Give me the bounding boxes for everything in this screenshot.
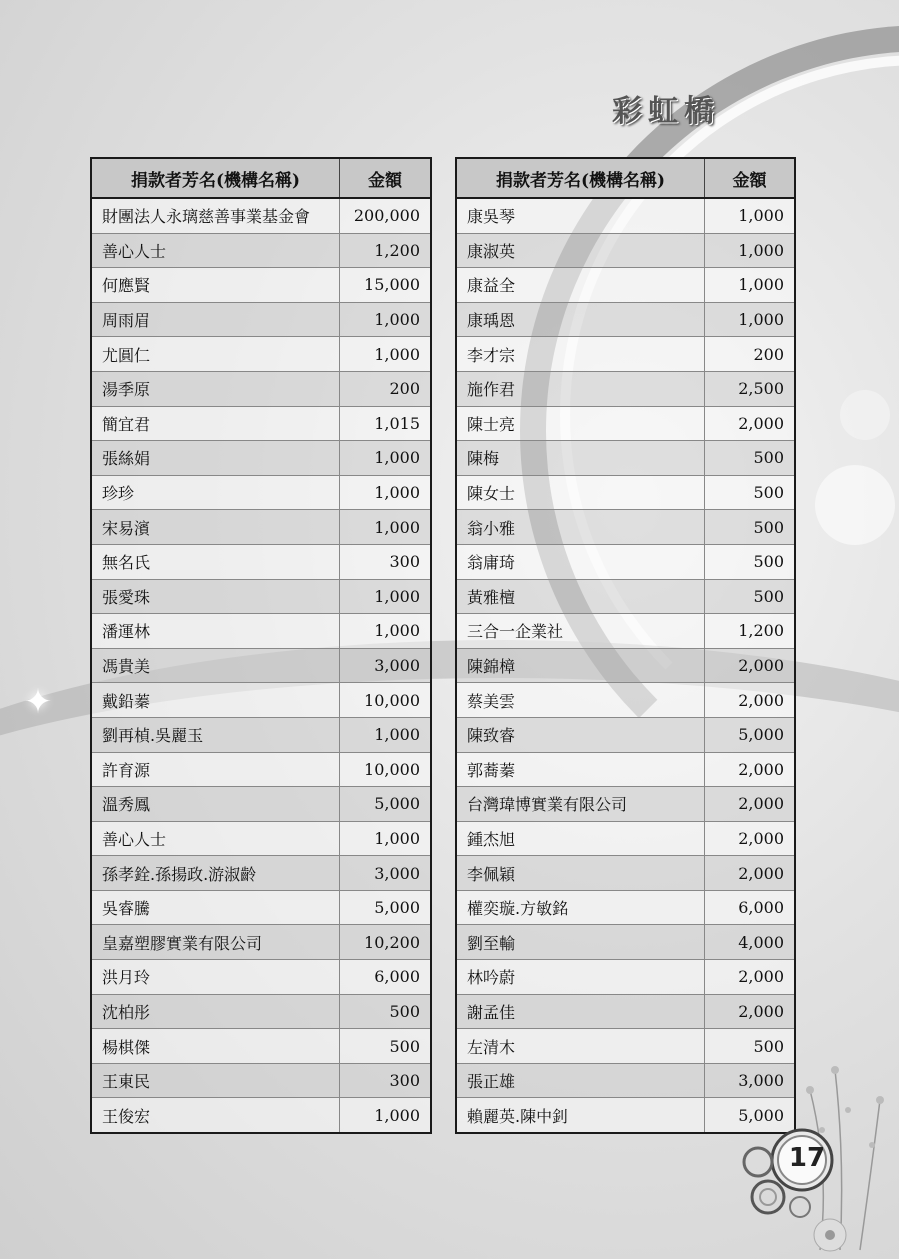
sparkle-icon: ✦ bbox=[23, 682, 53, 722]
donor-name-cell: 皇嘉塑膠實業有限公司 bbox=[91, 925, 340, 960]
table-row bbox=[456, 1063, 795, 1098]
donor-name-cell: 權奕璇.方敏銘 bbox=[456, 890, 705, 925]
table-row bbox=[456, 198, 795, 233]
donation-amount-cell: 500 bbox=[705, 579, 796, 614]
donation-amount-cell: 1,000 bbox=[340, 510, 432, 545]
table-row bbox=[91, 475, 431, 510]
table-row bbox=[91, 821, 431, 856]
donation-amount-cell: 5,000 bbox=[340, 890, 432, 925]
donor-name-cell: 林吟蔚 bbox=[456, 960, 705, 995]
donor-name-cell: 洪月玲 bbox=[91, 960, 340, 995]
donor-name-cell: 張正雄 bbox=[456, 1063, 705, 1098]
donation-amount-cell: 200,000 bbox=[340, 198, 432, 233]
donor-name-cell: 湯季原 bbox=[91, 371, 340, 406]
donation-amount-cell: 1,000 bbox=[705, 302, 796, 337]
donation-amount-cell: 10,000 bbox=[340, 752, 432, 787]
table-row bbox=[91, 614, 431, 649]
donor-name-cell: 陳女士 bbox=[456, 475, 705, 510]
donor-name-cell: 宋易濱 bbox=[91, 510, 340, 545]
table-row bbox=[456, 890, 795, 925]
donor-name-cell: 台灣瑋博實業有限公司 bbox=[456, 787, 705, 822]
donation-amount-cell: 1,000 bbox=[705, 233, 796, 268]
donor-name-cell: 張絲娟 bbox=[91, 441, 340, 476]
donation-amount-cell: 2,000 bbox=[705, 821, 796, 856]
donor-name-cell: 馮貴美 bbox=[91, 648, 340, 683]
donor-name-cell: 許育源 bbox=[91, 752, 340, 787]
column-header-amount: 金額 bbox=[705, 158, 796, 198]
donation-amount-cell: 1,200 bbox=[705, 614, 796, 649]
donation-amount-cell: 200 bbox=[705, 337, 796, 372]
donation-amount-cell: 1,200 bbox=[340, 233, 432, 268]
table-row bbox=[456, 510, 795, 545]
table-row bbox=[456, 544, 795, 579]
table-row bbox=[91, 544, 431, 579]
donation-amount-cell: 300 bbox=[340, 1063, 432, 1098]
table-row bbox=[91, 441, 431, 476]
table-row bbox=[91, 683, 431, 718]
bubble-decoration bbox=[815, 465, 895, 545]
donation-amount-cell: 1,000 bbox=[340, 441, 432, 476]
magazine-section-title: 彩虹橋 bbox=[612, 94, 720, 129]
donor-name-cell: 康瑀恩 bbox=[456, 302, 705, 337]
table-row bbox=[456, 406, 795, 441]
table-row bbox=[456, 752, 795, 787]
donor-table-right bbox=[455, 157, 796, 1134]
donation-amount-cell: 500 bbox=[705, 475, 796, 510]
donation-amount-cell: 3,000 bbox=[705, 1063, 796, 1098]
table-row bbox=[456, 614, 795, 649]
donation-amount-cell: 2,500 bbox=[705, 371, 796, 406]
donor-name-cell: 康益全 bbox=[456, 268, 705, 303]
table-header-row bbox=[91, 158, 431, 198]
donor-name-cell: 蔡美雲 bbox=[456, 683, 705, 718]
donation-amount-cell: 2,000 bbox=[705, 752, 796, 787]
donation-amount-cell: 500 bbox=[705, 1029, 796, 1064]
page-number: 17 bbox=[788, 1143, 826, 1173]
table-row bbox=[456, 821, 795, 856]
donation-amount-cell: 6,000 bbox=[340, 960, 432, 995]
donation-amount-cell: 500 bbox=[705, 441, 796, 476]
table-row bbox=[456, 925, 795, 960]
table-row bbox=[456, 717, 795, 752]
donor-name-cell: 賴麗英.陳中釗 bbox=[456, 1098, 705, 1133]
table-row bbox=[456, 960, 795, 995]
donor-name-cell: 李佩穎 bbox=[456, 856, 705, 891]
donation-amount-cell: 5,000 bbox=[705, 717, 796, 752]
donation-amount-cell: 500 bbox=[705, 544, 796, 579]
column-header-donor-name: 捐款者芳名(機構名稱) bbox=[91, 158, 340, 198]
donation-amount-cell: 2,000 bbox=[705, 406, 796, 441]
donor-name-cell: 張愛珠 bbox=[91, 579, 340, 614]
table-row bbox=[456, 371, 795, 406]
table-row bbox=[91, 890, 431, 925]
donor-name-cell: 陳士亮 bbox=[456, 406, 705, 441]
table-row bbox=[456, 441, 795, 476]
donor-name-cell: 郭蕎蓁 bbox=[456, 752, 705, 787]
table-row bbox=[456, 648, 795, 683]
donor-name-cell: 戴鉛蓁 bbox=[91, 683, 340, 718]
table-row bbox=[456, 994, 795, 1029]
donor-name-cell: 李才宗 bbox=[456, 337, 705, 372]
table-row bbox=[91, 268, 431, 303]
donation-amount-cell: 2,000 bbox=[705, 683, 796, 718]
donor-name-cell: 財團法人永璃慈善事業基金會 bbox=[91, 198, 340, 233]
table-header-row bbox=[456, 158, 795, 198]
donor-name-cell: 孫孝銓.孫揚政.游淑齡 bbox=[91, 856, 340, 891]
donation-amount-cell: 1,000 bbox=[340, 614, 432, 649]
donation-amount-cell: 5,000 bbox=[340, 787, 432, 822]
table-row bbox=[456, 1029, 795, 1064]
table-row bbox=[91, 648, 431, 683]
donation-amount-cell: 5,000 bbox=[705, 1098, 796, 1133]
donor-name-cell: 楊棋傑 bbox=[91, 1029, 340, 1064]
donation-amount-cell: 200 bbox=[340, 371, 432, 406]
table-row bbox=[91, 752, 431, 787]
donation-amount-cell: 4,000 bbox=[705, 925, 796, 960]
donation-amount-cell: 1,000 bbox=[705, 198, 796, 233]
donor-name-cell: 陳錦樟 bbox=[456, 648, 705, 683]
donation-amount-cell: 500 bbox=[705, 510, 796, 545]
donation-amount-cell: 2,000 bbox=[705, 787, 796, 822]
donor-name-cell: 何應賢 bbox=[91, 268, 340, 303]
donor-name-cell: 溫秀鳳 bbox=[91, 787, 340, 822]
donation-amount-cell: 10,000 bbox=[340, 683, 432, 718]
table-row bbox=[456, 856, 795, 891]
donor-name-cell: 陳梅 bbox=[456, 441, 705, 476]
donor-name-cell: 陳致睿 bbox=[456, 717, 705, 752]
bubble-decoration bbox=[840, 390, 890, 440]
donor-name-cell: 吳睿騰 bbox=[91, 890, 340, 925]
donation-amount-cell: 2,000 bbox=[705, 648, 796, 683]
table-row bbox=[456, 268, 795, 303]
donation-amount-cell: 10,200 bbox=[340, 925, 432, 960]
table-row bbox=[456, 233, 795, 268]
donation-amount-cell: 6,000 bbox=[705, 890, 796, 925]
donor-name-cell: 謝孟佳 bbox=[456, 994, 705, 1029]
donor-name-cell: 沈柏彤 bbox=[91, 994, 340, 1029]
table-row bbox=[91, 233, 431, 268]
donation-amount-cell: 3,000 bbox=[340, 648, 432, 683]
donor-name-cell: 康吳琴 bbox=[456, 198, 705, 233]
donor-name-cell: 尤圓仁 bbox=[91, 337, 340, 372]
table-row bbox=[91, 337, 431, 372]
table-row bbox=[91, 717, 431, 752]
donor-name-cell: 珍珍 bbox=[91, 475, 340, 510]
table-row bbox=[91, 960, 431, 995]
donation-amount-cell: 1,000 bbox=[340, 337, 432, 372]
donation-amount-cell: 1,000 bbox=[340, 717, 432, 752]
table-row bbox=[91, 994, 431, 1029]
donor-name-cell: 周雨眉 bbox=[91, 302, 340, 337]
table-row bbox=[91, 856, 431, 891]
donor-name-cell: 劉再楨.吳麗玉 bbox=[91, 717, 340, 752]
table-row bbox=[456, 787, 795, 822]
donation-amount-cell: 1,000 bbox=[340, 1098, 432, 1133]
donor-name-cell: 善心人士 bbox=[91, 821, 340, 856]
donor-name-cell: 施作君 bbox=[456, 371, 705, 406]
donation-amount-cell: 500 bbox=[340, 994, 432, 1029]
table-row bbox=[456, 302, 795, 337]
donation-amount-cell: 2,000 bbox=[705, 856, 796, 891]
table-row bbox=[91, 925, 431, 960]
table-row bbox=[91, 579, 431, 614]
donation-amount-cell: 2,000 bbox=[705, 960, 796, 995]
table-row bbox=[91, 198, 431, 233]
table-row bbox=[91, 371, 431, 406]
donor-name-cell: 簡宜君 bbox=[91, 406, 340, 441]
donor-name-cell: 康淑英 bbox=[456, 233, 705, 268]
donor-name-cell: 善心人士 bbox=[91, 233, 340, 268]
table-row bbox=[91, 406, 431, 441]
donor-name-cell: 黃雅檀 bbox=[456, 579, 705, 614]
donation-amount-cell: 300 bbox=[340, 544, 432, 579]
donation-amount-cell: 1,000 bbox=[340, 821, 432, 856]
donation-amount-cell: 3,000 bbox=[340, 856, 432, 891]
table-row bbox=[456, 683, 795, 718]
donation-amount-cell: 1,000 bbox=[340, 579, 432, 614]
donor-name-cell: 王東民 bbox=[91, 1063, 340, 1098]
table-row bbox=[456, 579, 795, 614]
table-row bbox=[91, 510, 431, 545]
donation-amount-cell: 15,000 bbox=[340, 268, 432, 303]
donation-amount-cell: 1,000 bbox=[340, 302, 432, 337]
donation-amount-cell: 1,015 bbox=[340, 406, 432, 441]
donor-name-cell: 左清木 bbox=[456, 1029, 705, 1064]
column-header-donor-name: 捐款者芳名(機構名稱) bbox=[456, 158, 705, 198]
donation-amount-cell: 1,000 bbox=[705, 268, 796, 303]
table-row bbox=[91, 1063, 431, 1098]
donor-name-cell: 無名氏 bbox=[91, 544, 340, 579]
donor-name-cell: 翁庸琦 bbox=[456, 544, 705, 579]
table-row bbox=[456, 337, 795, 372]
table-row bbox=[91, 1029, 431, 1064]
donation-amount-cell: 2,000 bbox=[705, 994, 796, 1029]
donor-name-cell: 三合一企業社 bbox=[456, 614, 705, 649]
donor-name-cell: 劉至輸 bbox=[456, 925, 705, 960]
column-header-amount: 金額 bbox=[340, 158, 432, 198]
table-row bbox=[91, 1098, 431, 1133]
donation-amount-cell: 500 bbox=[340, 1029, 432, 1064]
table-row bbox=[91, 302, 431, 337]
table-row bbox=[91, 787, 431, 822]
donation-amount-cell: 1,000 bbox=[340, 475, 432, 510]
table-row bbox=[456, 475, 795, 510]
donor-name-cell: 王俊宏 bbox=[91, 1098, 340, 1133]
donor-name-cell: 翁小雅 bbox=[456, 510, 705, 545]
donor-name-cell: 潘運林 bbox=[91, 614, 340, 649]
donor-name-cell: 鍾杰旭 bbox=[456, 821, 705, 856]
donor-table-left bbox=[90, 157, 432, 1134]
